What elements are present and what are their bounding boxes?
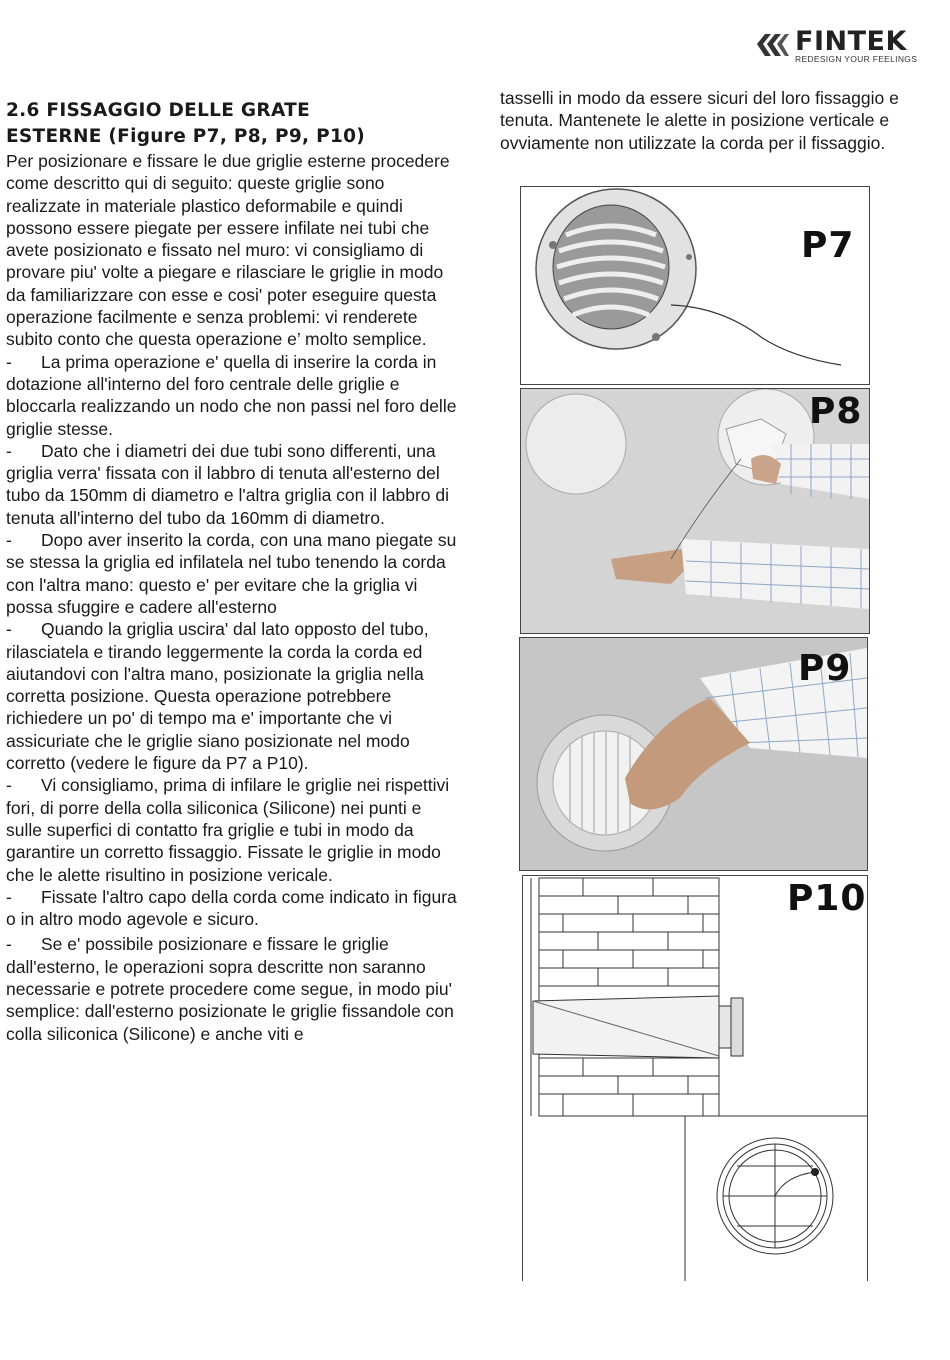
fintek-logo-icon bbox=[755, 30, 791, 60]
figure-label: P10 bbox=[787, 878, 867, 919]
section-heading-line1: 2.6 FISSAGGIO DELLE GRATE bbox=[6, 100, 311, 121]
brand-logo bbox=[755, 28, 925, 68]
figure-p10 bbox=[522, 875, 868, 1281]
figure-label: P7 bbox=[801, 225, 855, 266]
bullet-item: - Quando la griglia uscira' dal lato opposto del tubo, rilasciatela e tirando leggermente la corda la corda ed aiutandovi con l'altra mano, posizionate la griglia nella corretta posizione. Questa operazione potrebbere richiedere un po' di tempo ma e' importante che vi assicuriate che le griglie siano posizionate nel modo corretto (vedere le figure da P7 a P10). bbox=[6, 619, 429, 774]
wall-section-and-grille-diagram bbox=[523, 876, 867, 1281]
brand-name: FINTEK bbox=[795, 26, 907, 57]
bullet-item: - Dopo aver inserito la corda, con una mano piegate su se stessa la griglia ed infilatela nel tubo tenendo la corda con l'altra mano: questo e' per evitare che la griglia vi possa sfuggire e cadere all'esterno bbox=[6, 530, 457, 617]
bullet-item: - Dato che i diametri dei due tubi sono differenti, una griglia verra' fissata con il labbro di tenuta all'esterno del tubo da 150mm di diametro e l'altra griglia con il labbro di tenuta all'interno del tubo da 160mm di diametro. bbox=[6, 440, 450, 528]
bullet-item: - La prima operazione e' quella di inserire la corda in dotazione all'interno del foro centrale delle griglie e bloccarla realizzando un nodo che non passi nel foro delle griglie stesse. bbox=[6, 351, 457, 439]
right-column bbox=[500, 87, 930, 154]
left-column bbox=[6, 96, 458, 1045]
intro-paragraph: Per posizionare e fissare le due griglie esterne procedere come descritto qui di seguito: queste griglie sono realizzate in materiale plastico deformabile e quindi possono essere piegate per essere infilate nei tubi che avete posizionato e fissato nel muro: vi consigliamo di provare piu' volte a piegare e rilasciare le griglie in modo da familiarizzare con esse e cosi' poter eseguire questa operazione facilmente e senza problemi: vi renderete subito conto che questa operazione e’ molto semplice. bbox=[6, 151, 450, 350]
figure-label: P8 bbox=[809, 391, 863, 432]
brand-tagline: REDESIGN YOUR FEELINGS bbox=[795, 54, 918, 64]
section-heading-line2: ESTERNE (Figure P7, P8, P9, P10) bbox=[6, 126, 366, 147]
bullet-item: - Vi consigliamo, prima di infilare le griglie nei rispettivi fori, di porre della colla siliconica (Silicone) nei punti e sulle superfici di contatto fra griglie e tubi in modo da garantire un corretto fissaggio. Fissate le griglie in modo che le alette risultino in posizione vericale. bbox=[6, 775, 450, 885]
grille-illustration bbox=[521, 187, 869, 384]
bullet-item: - Se e' possibile posizionare e fissare le griglie dall'esterno, le operazioni sopra descritte non saranno necessarie e potrete procedere come segue, in modo piu' semplice: dall'esterno posizionate le griglie fissandole con colla siliconica (Silicone) e anche viti e bbox=[6, 934, 454, 1044]
figure-p9 bbox=[519, 637, 868, 871]
bullet-item: - Fissate l'altro capo della corda come indicato in figura o in altro modo agevole e sicuro. bbox=[6, 886, 457, 930]
continuation-paragraph: tasselli in modo da essere sicuri del loro fissaggio e tenuta. Mantenete le alette in posizione verticale e ovviamente non utilizzate la corda per il fissaggio. bbox=[500, 88, 899, 153]
figure-label: P9 bbox=[798, 648, 852, 689]
figure-p7 bbox=[520, 186, 870, 385]
figure-p8 bbox=[520, 388, 870, 634]
